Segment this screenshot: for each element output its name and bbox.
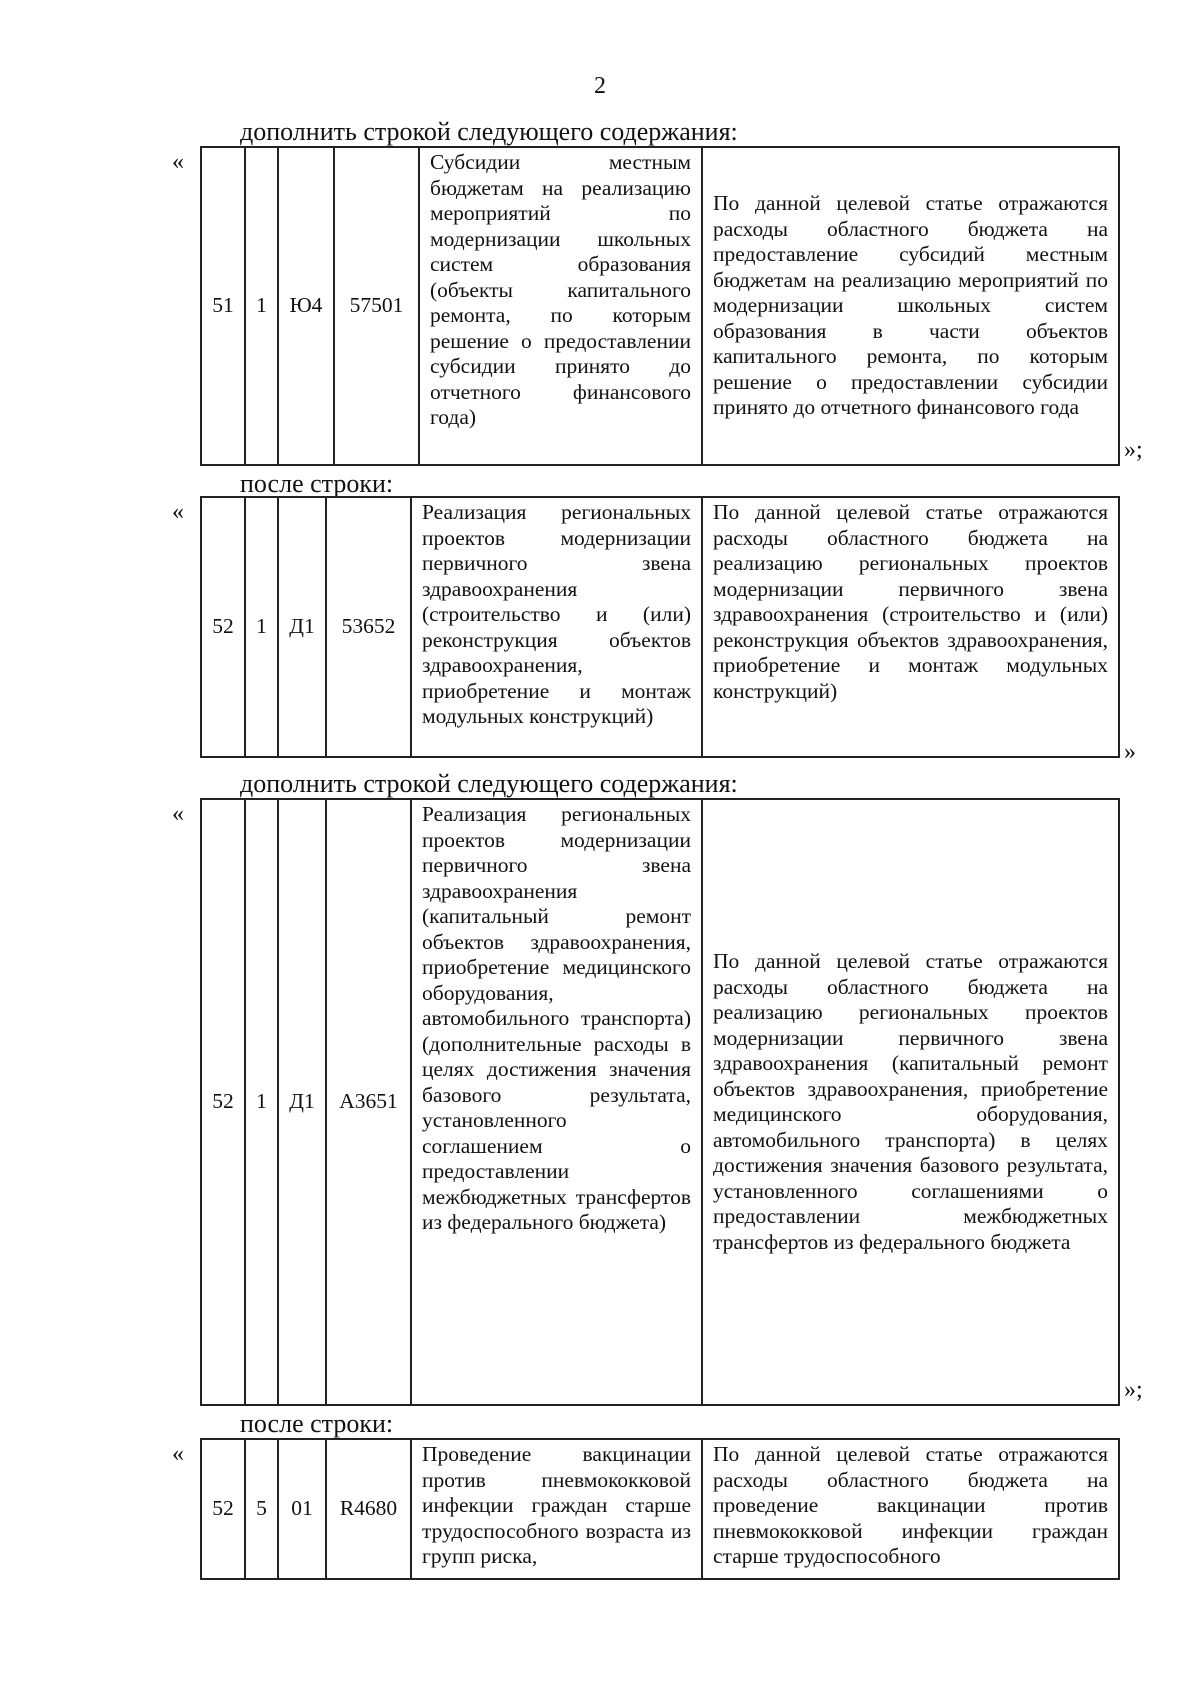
block-1-close-quote: »;: [1124, 437, 1143, 463]
block-3-table: [200, 798, 1120, 1406]
table-row: [201, 147, 1119, 465]
cell-description-text: По данной целевой статье отражаются расходы областного бюджета на проведение вакцинации против пневмококковой инфекции граждан старше трудоспособного: [713, 1442, 1108, 1568]
cell-name: [411, 497, 702, 757]
cell-description: [702, 497, 1119, 757]
cell-name: [419, 147, 702, 465]
block-3-open-quote: «: [172, 801, 184, 827]
cell-code: 57501: [334, 147, 419, 465]
cell-description: [702, 799, 1119, 1405]
cell-code: R4680: [326, 1439, 411, 1579]
cell-program: 52: [201, 799, 245, 1405]
cell-description-text: По данной целевой статье отражаются расходы областного бюджета на реализацию региональных проектов модернизации первичного звена здравоохранения (капитальный ремонт объектов здравоохранения, приобретение медицинского оборудования, автомобильного транспорта) в целях достижения значения базового результата, установленного соглашениями о предоставлении межбюджетных трансфертов из федерального бюджета: [713, 949, 1108, 1254]
block-4-intro: после строки:: [240, 1409, 394, 1438]
cell-description-text: По данной целевой статье отражаются расходы областного бюджета на реализацию региональных проектов модернизации первичного звена здравоохранения (строительство и (или) реконструкция объектов здравоохранения, приобретение и монтаж модульных конструкций): [713, 500, 1108, 703]
block-1-table: [200, 146, 1120, 466]
cell-name-text: Реализация региональных проектов модернизации первичного звена здравоохранения (капитальный ремонт объектов здравоохранения, приобретение медицинского оборудования, автомобильного транспорта) (дополнительные расходы в целях достижения значения базового результата, установленного соглашением о предоставлении межбюджетных трансфертов из федерального бюджета): [422, 802, 691, 1234]
cell-name-text: Субсидии местным бюджетам на реализацию мероприятий по модернизации школьных систем образования (объекты капитального ремонта, по которым решение о предоставлении субсидии принято до отчетного финансового года): [430, 150, 691, 429]
cell-subprogram: 1: [245, 497, 278, 757]
table-row: [201, 799, 1119, 1405]
cell-subprogram: 5: [245, 1439, 278, 1579]
block-3-close-quote: »;: [1124, 1377, 1143, 1403]
cell-description: [702, 1439, 1119, 1579]
cell-direction: 01: [278, 1439, 326, 1579]
block-2-intro: после строки:: [240, 469, 394, 498]
block-4-open-quote: «: [172, 1441, 184, 1467]
block-4-table: [200, 1438, 1120, 1580]
cell-direction: Д1: [278, 497, 326, 757]
block-3-intro: дополнить строкой следующего содержания:: [240, 769, 738, 798]
cell-direction: Д1: [278, 799, 326, 1405]
cell-program: 51: [201, 147, 245, 465]
cell-code: А3651: [326, 799, 411, 1405]
cell-program: 52: [201, 1439, 245, 1579]
cell-program: 52: [201, 497, 245, 757]
cell-name: [411, 799, 702, 1405]
table-row: [201, 497, 1119, 757]
block-2-close-quote: »: [1124, 739, 1136, 765]
block-2-table: [200, 496, 1120, 758]
cell-name-text: Проведение вакцинации против пневмококковой инфекции граждан старше трудоспособного возраста из групп риска,: [422, 1442, 691, 1568]
block-2-open-quote: «: [172, 499, 184, 525]
cell-description: [702, 147, 1119, 465]
block-1-intro: дополнить строкой следующего содержания:: [240, 117, 738, 146]
cell-direction: Ю4: [278, 147, 334, 465]
cell-description-text: По данной целевой статье отражаются расходы областного бюджета на предоставление субсидий местным бюджетам на реализацию мероприятий по модернизации школьных систем образования в части объектов капитального ремонта, по которым решение о предоставлении субсидии принято до отчетного финансового года: [713, 191, 1108, 420]
cell-name-text: Реализация региональных проектов модернизации первичного звена здравоохранения (строительство и (или) реконструкция объектов здравоохранения, приобретение и монтаж модульных конструкций): [422, 500, 691, 728]
cell-name: [411, 1439, 702, 1579]
block-1-open-quote: «: [172, 149, 184, 175]
cell-code: 53652: [326, 497, 411, 757]
cell-subprogram: 1: [245, 799, 278, 1405]
table-row: [201, 1439, 1119, 1579]
cell-subprogram: 1: [245, 147, 278, 465]
page-number: 2: [594, 73, 606, 99]
